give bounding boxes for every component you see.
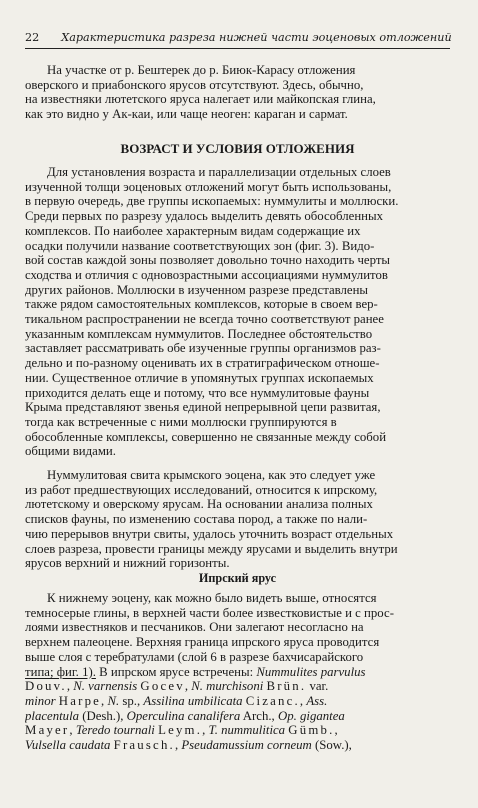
text-line: темносерые глины, в верхней части более известковистые и с прос- (25, 605, 394, 620)
text-line: ярусов верхний и нижний горизонты. (25, 556, 230, 571)
species-name: Teredo tournali (75, 723, 155, 738)
text-line: На участке от р. Бештерек до р. Биюк-Карасу отложения (47, 63, 356, 77)
fauna-line (25, 709, 450, 724)
paragraph-nummulite-suite (25, 468, 450, 571)
subsection-title: Ипрский ярус (198, 571, 277, 585)
text-line: тогда как встреченные с ними моллюски группируются в (25, 414, 337, 429)
page-number: 22 (25, 31, 40, 44)
paragraph-ypresian (25, 591, 450, 753)
author-name: Mayer (25, 723, 70, 738)
text-run: , (184, 679, 192, 694)
text-line: из работ предшествующих исследований, относится к ипрскому, (25, 482, 378, 497)
text-run: , (66, 679, 74, 694)
text-line: заставляет рассматривать обе изученные группы организмов раз- (25, 341, 381, 356)
text-run: (Desh.), (79, 708, 127, 723)
text-run: , (174, 738, 182, 753)
species-name: Vulsella caudata (25, 738, 111, 753)
text-run: , (101, 693, 108, 708)
text-line: также рядом самостоятельных комплексов, которые в своем вер- (25, 297, 378, 312)
text-run: , (299, 693, 307, 708)
intro-paragraph (25, 63, 450, 122)
text-line: списков фауны, по изменению состава пород, а также по нали- (25, 512, 368, 527)
author-name: Frausch. (113, 738, 175, 753)
text-line: Для установления возраста и параллелизации отдельных слоев (47, 165, 391, 179)
text-line: оверского и приабонского ярусов отсутствуют. Здесь, обычно, (25, 77, 364, 92)
text-run: , (69, 723, 76, 738)
paragraph-age-conditions (25, 165, 450, 459)
species-name: Assilina umbilicata (143, 693, 243, 708)
header-rule (25, 48, 450, 49)
author-name: Harpe (58, 693, 102, 708)
text-line: верхнем палеоцене. Верхняя граница ипрского яруса проводится (25, 635, 380, 650)
section-title: ВОЗРАСТ И УСЛОВИЯ ОТЛОЖЕНИЯ (120, 141, 355, 156)
species-name: N. (107, 693, 120, 708)
text-line: Крыма представляют звенья единой непрерывной цепи развитая, (25, 400, 381, 415)
fauna-line (25, 723, 450, 738)
author-name: Brün. (266, 679, 307, 694)
fauna-line (25, 694, 450, 709)
text-line: на известняки лютетского яруса налегает или майкопская глина, (25, 92, 376, 107)
species-name: minor (25, 693, 56, 708)
text-line: других районов. Моллюски в изученном разрезе представлены (25, 282, 369, 297)
species-name: N. varnensis (73, 679, 138, 694)
text-run: (Sow.), (311, 738, 352, 753)
text-line: Нуммулитовая свита крымского эоцена, как это следует уже (47, 468, 376, 482)
author-name: Gocev (140, 679, 185, 694)
text-line: Среди первых по разрезу удалось выделить девять обособленных (25, 209, 384, 224)
text-run: var. (306, 679, 329, 694)
text-line: в первую очередь, две группы ископаемых: нуммулиты и моллюски. (25, 194, 399, 209)
underlined-reference: типа; фиг. 1). (25, 664, 96, 679)
text-line: комплексов. По наиболее характерным видам содержащие их (25, 223, 361, 238)
author-name: Leym. (158, 723, 203, 738)
text-line: слоев разреза, провести границы между ярусами и выделить внутри (25, 541, 398, 556)
text-run: Arch., (240, 708, 278, 723)
text-line: указанным комплексам нуммулитов. Последнее обстоятельство (25, 326, 373, 341)
author-name: Cizanc. (245, 693, 300, 708)
text-line: осадки получили название соответствующих зон (фиг. 3). Видо- (25, 238, 375, 253)
text-run: В ипрском ярусе встречены: (95, 664, 257, 679)
text-line: тикальном распространении не всегда точно соответствуют ранее (25, 312, 384, 327)
author-name: Douv. (25, 679, 67, 694)
species-name: Operculina canalifera (126, 708, 241, 723)
species-name: Op. gigantea (277, 708, 345, 723)
page-header (25, 31, 450, 44)
text-run: , (202, 723, 209, 738)
species-name: N. murchisoni (191, 679, 264, 694)
text-run: sp., (119, 693, 144, 708)
species-name: Nummulites parvulus (256, 664, 366, 679)
text-line: лоями известняков и песчаников. Они залегают несогласно на (25, 620, 364, 635)
text-line: дельно и по-разному оценивать их в стратиграфическом отноше- (25, 356, 380, 371)
species-name: placentula (25, 708, 80, 723)
text-line: чию перерывов внутри свиты, удалось уточнить возраст отдельных (25, 526, 394, 541)
text-line: К нижнему эоцену, как можно было видеть выше, относятся (47, 591, 377, 605)
text-line: приходится делать еще и потому, что все нуммулитовые фауны (25, 385, 370, 400)
author-name: Gümb. (288, 723, 335, 738)
species-name: Pseudamussium corneum (181, 738, 312, 753)
text-line: обособленные комплексы, совершенно не связанные между собой (25, 429, 387, 444)
fauna-line (25, 738, 450, 753)
text-line: общими видами. (25, 444, 116, 459)
text-run: , (334, 723, 338, 738)
species-name: T. nummulitica (208, 723, 286, 738)
text-line: выше слоя с теребратулами (слой 6 в разрезе бахчисарайского (25, 649, 364, 664)
text-line: изученной толщи эоценовых отложений могут быть использованы, (25, 179, 392, 194)
text-line: вой состав каждой зоны позволяет довольно точно находить черты (25, 253, 391, 268)
species-name: Ass. (306, 693, 328, 708)
running-title: Характеристика разреза нижней части эоценовых отложений (61, 31, 452, 44)
text-line: сходства и отличия с одновозрастными ассоциациями нуммулитов (25, 267, 388, 282)
text-line: нии. Существенное отличие в упомянутых группах ископаемых (25, 370, 374, 385)
text-line: лютетскому и оверскому ярусам. На основании анализа полных (25, 497, 373, 512)
fauna-line (25, 665, 450, 680)
text-line: как это видно у Ак-каи, или чаще неоген: караган и сармат. (25, 107, 348, 122)
fauna-line (25, 679, 450, 694)
